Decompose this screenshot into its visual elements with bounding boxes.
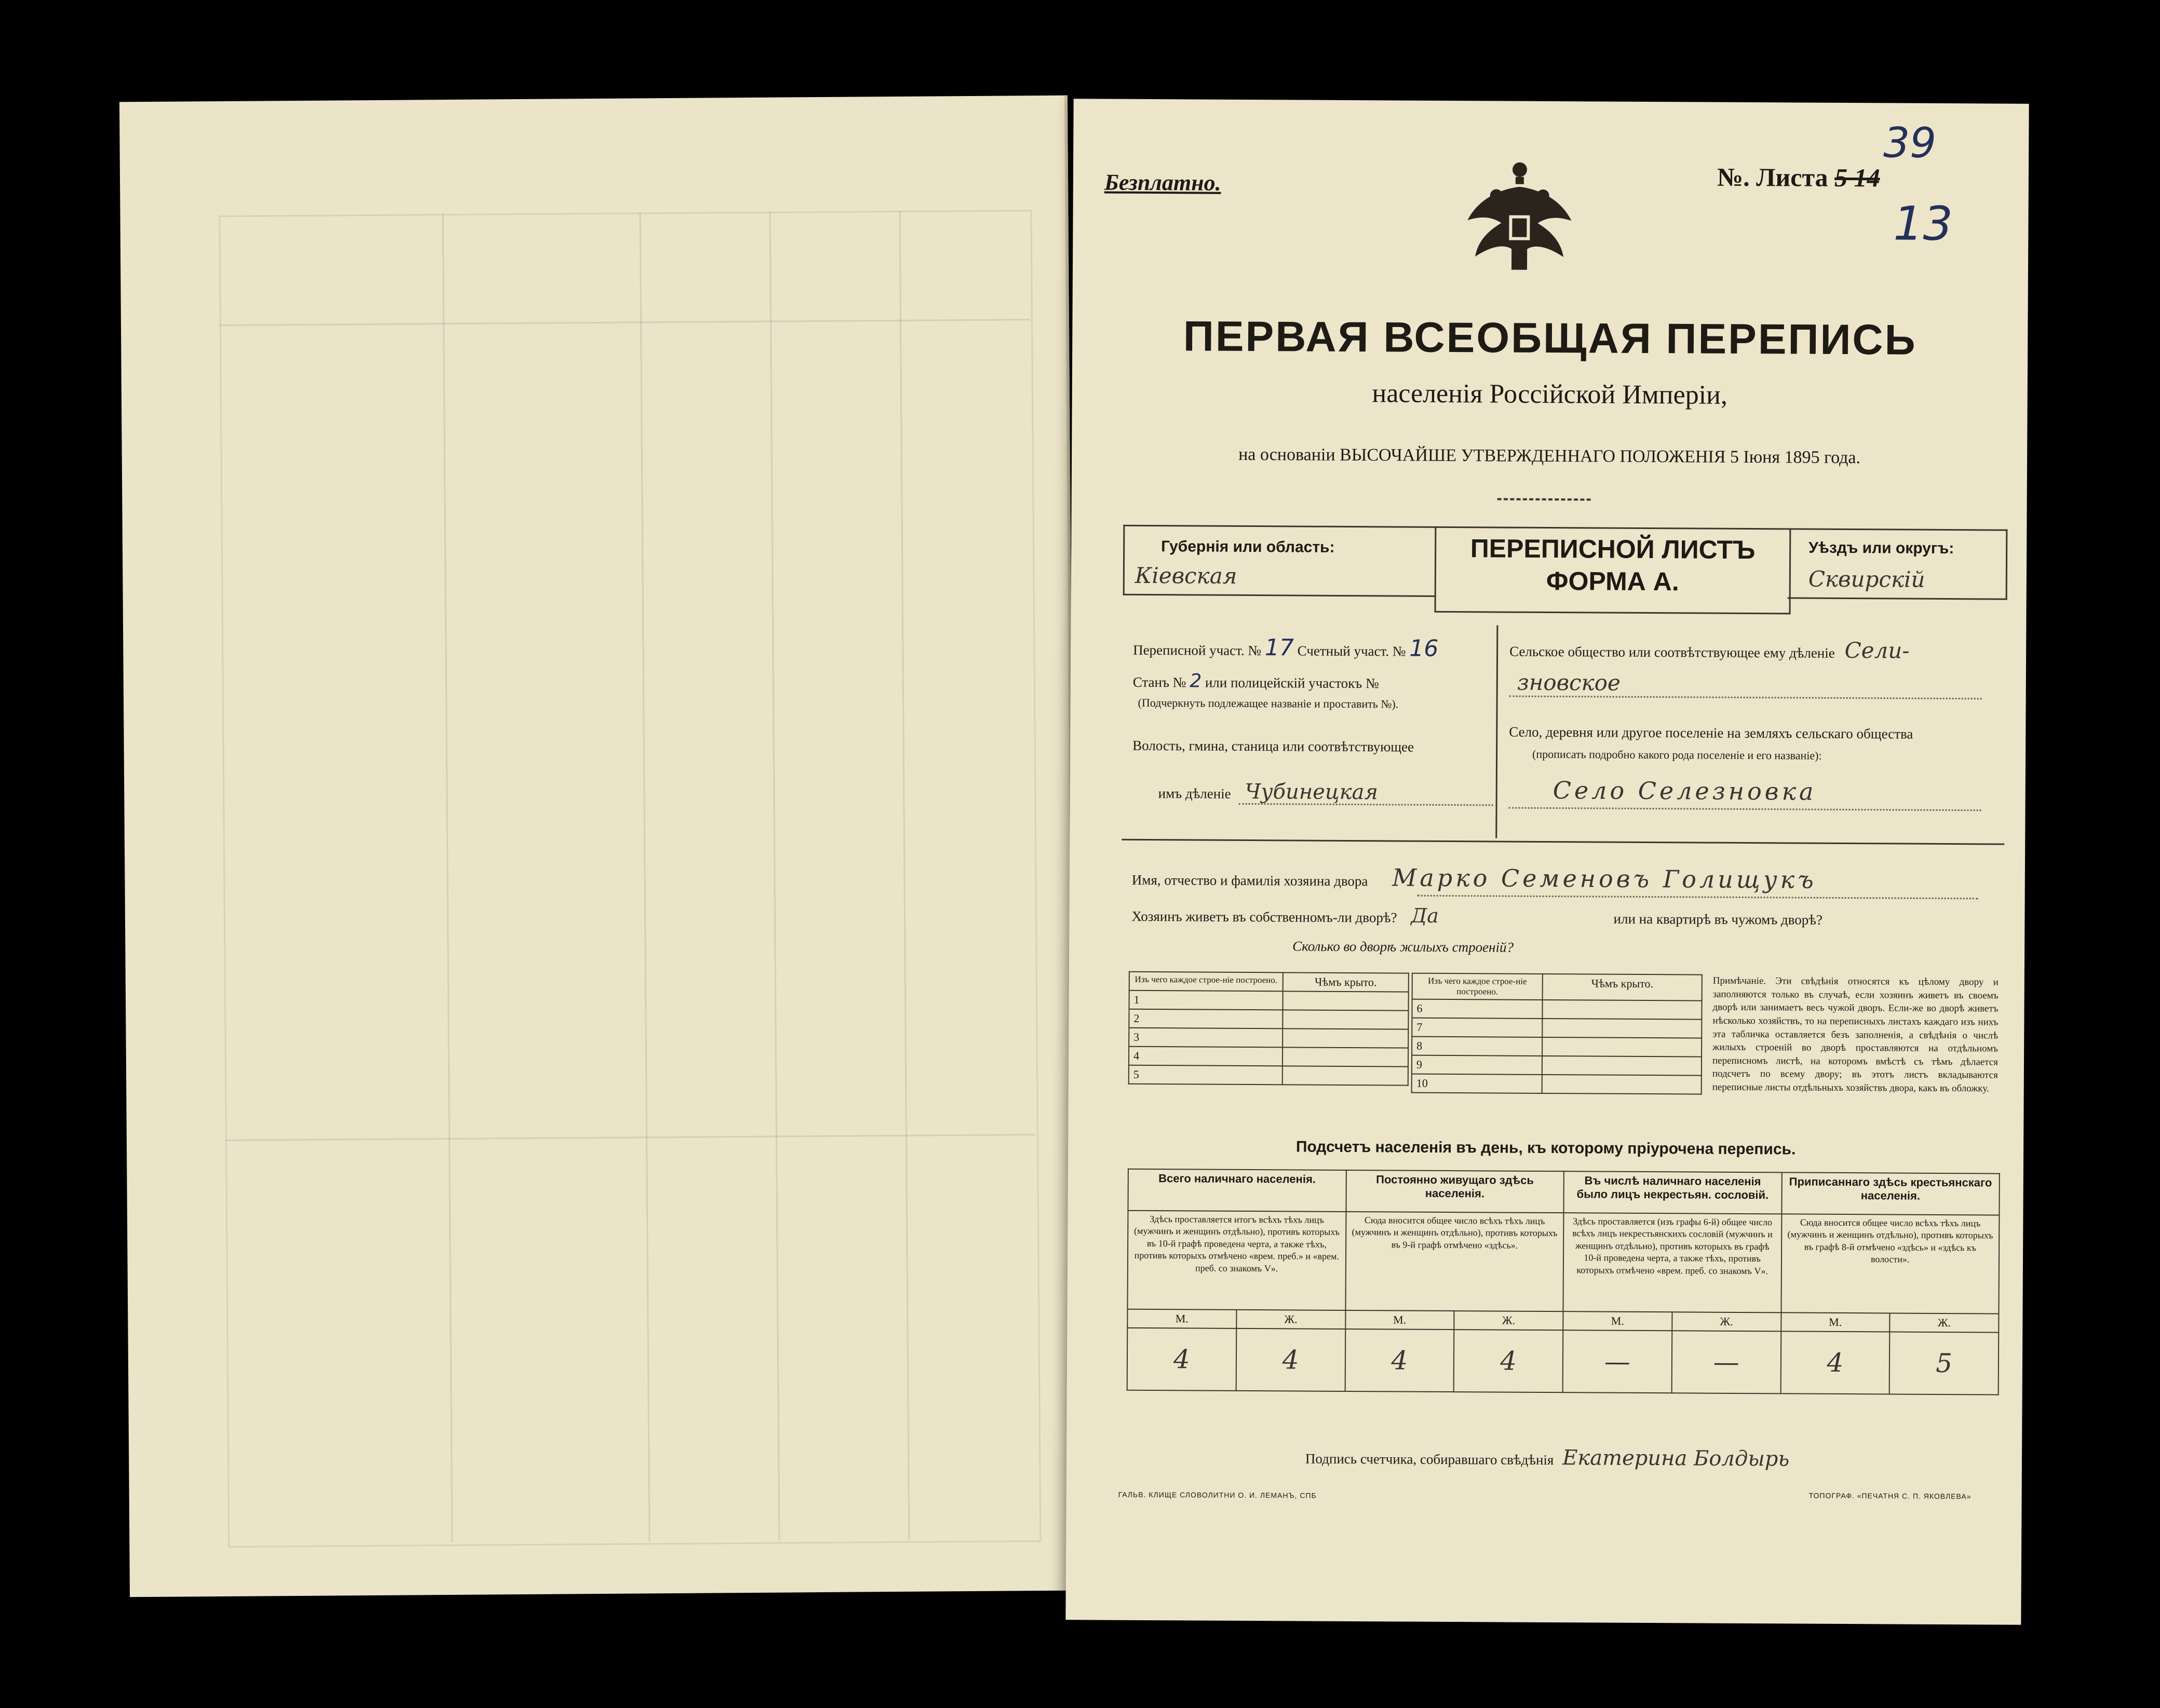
- buildings-table-right: Изъ чего каждое строе-ніе построено. Чѣмъ крыто. 6 7 8 9 10: [1411, 973, 1703, 1095]
- table-row: 9: [1412, 1055, 1702, 1076]
- count-value: 4: [1454, 1330, 1563, 1392]
- table-row: 3: [1129, 1028, 1408, 1048]
- buildings-note: Примѣчаніе. Эти свѣдѣнія относятся къ цѣлому двору и заполняются только въ случаѣ, если хозяинъ живетъ въ своемъ дворѣ или занимаетъ весь чужой дворъ. Если-же во дворѣ живетъ нѣсколько хозяйствъ, то на переписныхъ листахъ каждаго изъ нихъ эта табличка оставляется безъ заполненія, а свѣдѣнія о числѣ жилыхъ строеній во дворѣ проставляются на отдѣльномъ переписномъ листѣ, на которомъ вмѣстѣ съ тѣмъ дѣлается подсчетъ по всему двору; въ этотъ листъ вкладываются переписные листы отдѣльныхъ хозяйствъ двора, какъ въ обложку.: [1712, 975, 1999, 1094]
- count-values-row: [1127, 1328, 1999, 1395]
- location-section: Переписной участ. № 17 Счетный участ. № 16 Станъ № 2 или полицейскій участокъ № (Подчеркнуть подлежащее названіе и проставить №). Волость, гмина, станица или соотвѣтствующее имъ дѣленіе Чубинецкая Сельское общество или соотвѣтствующее ему дѣленіе Сели- зновское Село, деревня или другое поселеніе на земляхъ сельскаго общества (прописать подробно какого рода поселеніе и его названіе): Село Селезновка: [1122, 623, 2005, 846]
- legal-basis: на основаніи ВЫСОЧАЙШЕ УТВЕРЖДЕННАГО ПОЛОЖЕНІЯ 5 Іюня 1895 года.: [1238, 444, 1861, 468]
- table-row: 5: [1129, 1065, 1408, 1086]
- own-yard-value: Да: [1411, 904, 1439, 927]
- count-value: —: [1563, 1330, 1672, 1393]
- table-row: 8: [1412, 1037, 1702, 1057]
- free-label: Безплатно.: [1104, 169, 1221, 196]
- table-row: 7: [1412, 1018, 1702, 1038]
- society-value-1: Сели-: [1844, 637, 1910, 663]
- printer-credit-left: ГАЛЬВ. КЛИЩЕ СЛОВОЛИТНИ О. И. ЛЕМАНЪ, СПБ: [1118, 1490, 1317, 1500]
- left-page: [119, 96, 1078, 1597]
- volost-value: Чубинецкая: [1245, 779, 1379, 805]
- count-value: 4: [1780, 1331, 1889, 1394]
- count-district-value: 16: [1409, 635, 1439, 662]
- table-row: 1: [1129, 991, 1409, 1011]
- village-value: Село Селезновка: [1553, 776, 1817, 806]
- uezd-value: Сквирскій: [1808, 566, 1925, 592]
- printer-credit-right: ТОПОГРАФ. «ПЕЧАТНЯ С. П. ЯКОВЛЕВА»: [1808, 1491, 1972, 1501]
- count-value: 4: [1236, 1329, 1345, 1391]
- census-form-page: Безплатно. №. Листа 5 14 39 13 ПЕРВАЯ ВСЕОБЩАЯ ПЕРЕПИСЬ населенія Россійской Имперіи, на основаніи ВЫСОЧАЙШЕ УТВЕРЖДЕННАГО ПОЛОЖЕНІЯ 5 Іюня 1895 года. Губернія или область: Кіевская ПЕРЕПИСНОЙ ЛИСТЪ ФОРМА А. Уѣздъ или округъ: Сквирскій Переписной участ. № 17 Счетный участ. № 16 Станъ № 2 или полицейскій участокъ № (Подчеркнуть подлежащее названіе и проставить №). Волость, гмина, станица или соотвѣтствующее имъ дѣленіе Чубинецкая Сельское общество или соотвѣтствующее ему дѣленіе Сели- зновское Село, деревня или другое поселеніе на земляхъ сельскаго общества (прописать подробно какого рода поселеніе и его названіе): Село Селезновка Имя, отчество и фамилія хозяина двора Марко Семеновъ Голищукъ Хозяинъ живетъ въ собственномъ-ли дворѣ? Да или на квартирѣ въ чужомъ дворѣ? Сколько во дворѣ жилыхъ строеній? Изъ чего каждое строе-ніе построено. Чѣмъ крыто. 1 2 3 4 5 Изъ чего каждое строе-ніе построено. Чѣмъ крыто. 6 7 8 9 10 Примѣчаніе. Эти свѣдѣнія относятся къ цѣлому двору и заполняются только въ случаѣ, если хозяинъ живетъ въ своемъ дворѣ или занимаетъ весь чужой дворъ. Если-же во дворѣ живетъ нѣсколько хозяйствъ, то на переписныхъ листахъ каждаго изъ нихъ эта табличка оставляется безъ заполненія, а свѣдѣнія о числѣ жилыхъ строеній во дворѣ проставляются на отдѣльномъ переписномъ листѣ, на которомъ вмѣстѣ съ тѣмъ дѣлается подсчетъ по всему двору; въ этотъ листъ вкладываются переписные листы отдѣльныхъ хозяйствъ двора, какъ въ обложку. Подсчетъ населенія въ день, къ которому пріурочена перепись. Всего наличнаго населенія. Постоянно живущаго здѣсь населенія. Въ числѣ наличнаго населенія было лицъ некрестьян. сословій. Приписаннаго здѣсь крестьянскаго населенія. Здѣсь проставляется итогъ всѣхъ тѣхъ лицъ (мужчинъ и женщинъ отдѣльно), противъ которыхъ въ 10-й графѣ проведена черта, а также тѣхъ, противъ которыхъ отмѣчено «врем. преб.» и «врем. преб. со знакомъ V». Сюда вносится общее число всѣхъ тѣхъ лицъ (мужчинъ и женщинъ отдѣльно), противъ которыхъ въ 9-й графѣ отмѣчено «здѣсь». Здѣсь проставляется (изъ графы 6-й) общее число всѣхъ лицъ некрестьянскихъ сословій (мужчинъ и женщинъ отдѣльно), противъ которыхъ въ графѣ 10-й проведена черта, а также тѣхъ, противъ которыхъ отмѣчено «врем. преб. со знакомъ V». Сюда вносится общее число всѣхъ тѣхъ лицъ (мужчинъ и женщинъ отдѣльно), противъ которыхъ въ графѣ 8-й отмѣчено «здѣсь» и «здѣсь къ волости». М. Ж. М. Ж. М. Ж. М. Ж. 4 4 4 4 — — 4 5 Подпись счетчика, собиравшаго свѣдѣнія Екатерина Болдырь ГАЛЬВ. КЛИЩЕ СЛОВОЛИТНИ О. И. ЛЕМАНЪ, СПБ ТОПОГРАФ. «ПЕЧАТНЯ С. П. ЯКОВЛЕВА»: [1065, 99, 2029, 1625]
- sheet-number-label: №. Листа 5 14: [1717, 162, 1880, 193]
- gubernia-box: Губернія или область: Кіевская: [1123, 525, 1437, 597]
- table-row: 6: [1412, 999, 1702, 1020]
- count-title: Подсчетъ населенія въ день, къ которому пріурочена перепись.: [1295, 1138, 1796, 1158]
- count-value: —: [1671, 1331, 1780, 1393]
- district-value: 17: [1264, 634, 1294, 661]
- page-subtitle: населенія Россійской Имперіи,: [1372, 378, 1728, 410]
- table-row: 2: [1129, 1009, 1408, 1029]
- sheet-title-box: ПЕРЕПИСНОЙ ЛИСТЪ ФОРМА А.: [1435, 526, 1791, 615]
- buildings-table-left: Изъ чего каждое строе-ніе построено. Чѣмъ крыто. 1 2 3 4 5: [1128, 971, 1409, 1086]
- show-through-grid: [219, 210, 1042, 1548]
- divider: [1497, 498, 1591, 500]
- count-value: 4: [1127, 1328, 1236, 1391]
- sheet-number-bottom: 13: [1893, 196, 1953, 252]
- imperial-eagle-emblem: [1457, 158, 1582, 283]
- owner-name-value: Марко Семеновъ Голищукъ: [1392, 863, 1817, 894]
- table-row: 10: [1412, 1074, 1702, 1094]
- sheet-number-top: 39: [1883, 118, 1937, 167]
- sheet-number-struck: 5 14: [1834, 162, 1880, 193]
- society-value-2: зновское: [1517, 669, 1621, 696]
- gubernia-value: Кіевская: [1135, 562, 1237, 589]
- uezd-box: Уѣздъ или округъ: Сквирскій: [1788, 528, 2008, 600]
- count-value: 5: [1889, 1332, 1999, 1394]
- signature-label: Подпись счетчика, собиравшаго свѣдѣнія: [1305, 1451, 1554, 1468]
- count-value: 4: [1345, 1329, 1454, 1392]
- stan-value: 2: [1190, 670, 1202, 692]
- page-title: ПЕРВАЯ ВСЕОБЩАЯ ПЕРЕПИСЬ: [1183, 313, 1917, 364]
- table-row: 4: [1129, 1047, 1408, 1067]
- population-count-table: Всего наличнаго населенія. Постоянно живущаго здѣсь населенія. Въ числѣ наличнаго населенія было лицъ некрестьян. сословій. Приписаннаго здѣсь крестьянскаго населенія. Здѣсь проставляется итогъ всѣхъ тѣхъ лицъ (мужчинъ и женщинъ отдѣльно), противъ которыхъ въ 10-й графѣ проведена черта, а также тѣхъ, противъ которыхъ отмѣчено «врем. преб.» и «врем. преб. со знакомъ V». Сюда вносится общее число всѣхъ тѣхъ лицъ (мужчинъ и женщинъ отдѣльно), противъ которыхъ въ 9-й графѣ отмѣчено «здѣсь». Здѣсь проставляется (изъ графы 6-й) общее число всѣхъ лицъ некрестьянскихъ сословій (мужчинъ и женщинъ отдѣльно), противъ которыхъ въ графѣ 10-й проведена черта, а также тѣхъ, противъ которыхъ отмѣчено «врем. преб. со знакомъ V». Сюда вносится общее число всѣхъ тѣхъ лицъ (мужчинъ и женщинъ отдѣльно), противъ которыхъ въ графѣ 8-й отмѣчено «здѣсь» и «здѣсь къ волости». М. Ж. М. Ж. М. Ж. М. Ж. 4 4 4 4 — — 4 5: [1127, 1169, 2000, 1395]
- signature-value: Екатерина Болдырь: [1562, 1446, 1790, 1471]
